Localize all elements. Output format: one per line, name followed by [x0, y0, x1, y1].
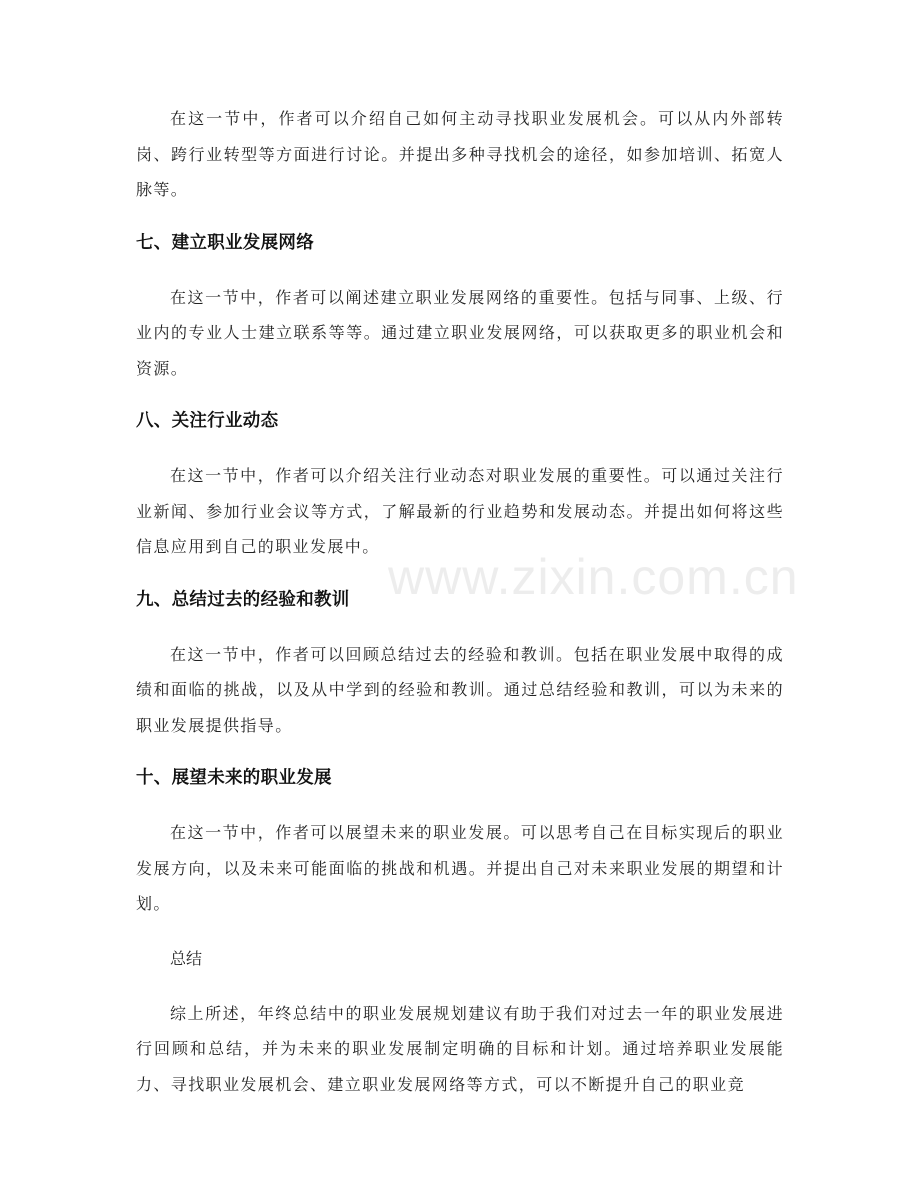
section-paragraph-8: 在这一节中，作者可以介绍关注行业动态对职业发展的重要性。可以通过关注行业新闻、参加行业会议等方式，了解最新的行业趋势和发展动态。并提出如何将这些信息应用到自己的职业发展中。 — [136, 466, 784, 556]
section-heading-10: 十、展望未来的职业发展 — [136, 768, 332, 788]
section-heading-7: 七、建立职业发展网络 — [136, 232, 314, 253]
summary-label: 总结 — [170, 948, 203, 968]
intro-paragraph: 在这一节中，作者可以介绍自己如何主动寻找职业发展机会。可以从内外部转岗、跨行业转型等方面进行讨论。并提出多种寻找机会的途径，如参加培训、拓宽人脉等。 — [136, 109, 784, 199]
section-paragraph-7: 在这一节中，作者可以阐述建立职业发展网络的重要性。包括与同事、上级、行业内的专业人士建立联系等等。通过建立职业发展网络，可以获取更多的职业机会和资源。 — [136, 287, 784, 378]
watermark: www.zixin.com.cn — [388, 549, 799, 605]
summary-paragraph: 综上所述，年终总结中的职业发展规划建议有助于我们对过去一年的职业发展进行回顾和总结，并为未来的职业发展制定明确的目标和计划。通过培养职业发展能力、寻找职业发展机会、建立职业发展网络等方式，可以不断提升自己的职业竞 — [136, 1003, 784, 1094]
section-paragraph-10: 在这一节中，作者可以展望未来的职业发展。可以思考自己在目标实现后的职业发展方向，以及未来可能面临的挑战和机遇。并提出自己对未来职业发展的期望和计划。 — [136, 823, 784, 913]
section-heading-9: 九、总结过去的经验和教训 — [136, 589, 350, 610]
section-paragraph-9: 在这一节中，作者可以回顾总结过去的经验和教训。包括在职业发展中取得的成绩和面临的挑战，以及从中学到的经验和教训。通过总结经验和教训，可以为未来的职业发展提供指导。 — [136, 644, 784, 735]
section-heading-8: 八、关注行业动态 — [136, 411, 279, 431]
document-body — [136, 101, 784, 1102]
